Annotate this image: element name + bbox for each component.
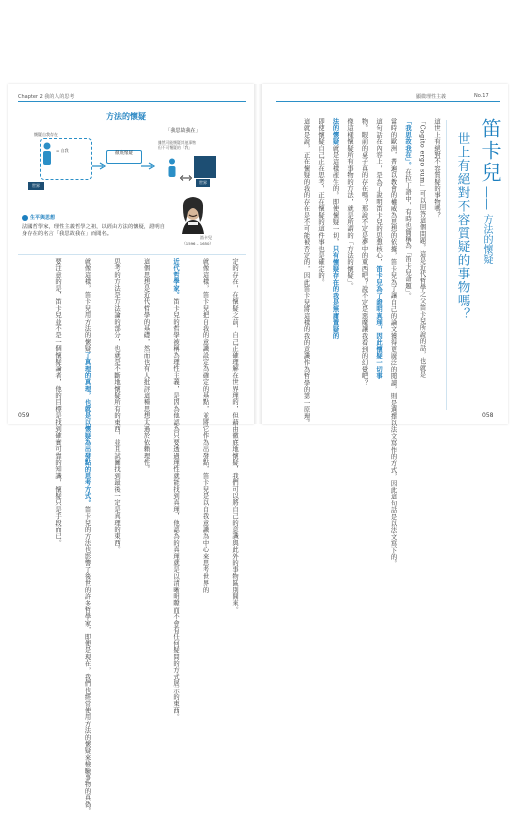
left-divider xyxy=(18,254,246,255)
text-column xyxy=(417,118,426,410)
body-text: 就是這樣產生的。即使懷疑一切， xyxy=(331,144,339,246)
right-running-header: 顯微理性主義 xyxy=(416,94,447,100)
cogito-note: 雖然可能懷疑其他事物 但不可懷疑的「我」 xyxy=(158,140,196,150)
title-question: 世上有絕對不容質疑的事物嗎？ xyxy=(456,132,471,321)
highlight-text: 法的懷疑 xyxy=(331,118,339,145)
title-main: 笛卡兒 xyxy=(478,118,502,184)
text-column xyxy=(315,118,324,410)
body-text: 要注意的是，笛卡兒並不是一個懷疑論者，他的目標是找到確實可靠的知識，懷疑只是手段而已。 xyxy=(54,258,61,547)
arrow-right-icon xyxy=(92,154,106,160)
text-column xyxy=(373,118,382,410)
teacher-tag: 生平與思想 xyxy=(30,215,56,221)
body-text: 這句話在內容上，是為了說明笛卡兒的思想核心， xyxy=(375,118,382,266)
text-column xyxy=(431,118,440,410)
right-header-rule xyxy=(276,101,500,102)
self-dashed-frame xyxy=(40,138,92,180)
title-dash: —— xyxy=(480,186,494,210)
cogito-quote: 「我思故我在」 xyxy=(165,128,201,134)
text-column xyxy=(301,118,310,427)
text-column xyxy=(402,118,411,410)
body-text: 即使懷疑自己正在思考，正在懷疑的這件事也是確定的。 xyxy=(317,118,324,286)
left-running-header: Chapter 2 我的人的思考 xyxy=(18,94,75,100)
body-text: 笛卡兒的哲學被稱為理性主義，是因為他認為只要透過理性就能找到真理，他認為的真理就是以清晰明瞭而不會有任何疑問的方式展示的東西。 xyxy=(172,298,179,721)
highlight-text: 近代哲學家。 xyxy=(172,258,179,299)
world-label-1: 世界 xyxy=(28,182,44,190)
left-body-text xyxy=(34,258,238,814)
portrait-name: 笛卡兒 xyxy=(200,235,212,240)
highlight-text: 「我思故我在」。 xyxy=(404,118,411,169)
body-text: 定的存在，在懷疑之前，自己正確理解在世界理的，但藉由徹底地懷疑，我們可以將自己的意識與此外的事物區別開來。 xyxy=(231,258,238,614)
book-gutter xyxy=(254,84,262,424)
right-entry-number: No.17 xyxy=(474,93,489,99)
right-body-text xyxy=(290,118,440,567)
title-sub: 方法的懷疑 xyxy=(481,214,492,264)
body-text: 就像這樣，笛卡兒用方法的懷疑 xyxy=(83,258,91,352)
self-small-icon xyxy=(166,158,178,178)
text-column xyxy=(163,258,179,721)
teacher-text: 法國哲學家，理性主義哲學之祖，以經由方法的懷疑，證明自身存在的名言「我思故我在」而聞名。 xyxy=(22,224,166,238)
text-column xyxy=(193,258,209,593)
text-column xyxy=(104,258,120,553)
text-column xyxy=(45,258,61,547)
text-column xyxy=(330,118,339,410)
section-title: 方法的懷疑 xyxy=(106,112,146,121)
world-label-2: 世界 xyxy=(196,179,210,187)
teacher-tag-icon xyxy=(22,215,28,221)
body-text: 像這樣懷疑所有事物的方法，就是所謂的「方法的懷疑」。 xyxy=(346,118,353,290)
world-block xyxy=(194,156,216,178)
text-column xyxy=(359,118,368,410)
thorough-doubt-box: 徹底懷疑 xyxy=(106,150,142,164)
bidirectional-arrow-icon xyxy=(180,166,192,172)
right-page-number: 058 xyxy=(482,412,494,419)
title-divider xyxy=(446,120,447,410)
body-text: 在拉丁語中，有時也簡稱為「笛卡兒命題」。 xyxy=(404,168,411,300)
body-text: 這就是說，正在懷疑的我的存在是不可能被否定的，因此笛卡兒將這樣的我的意識作為哲學的第一原理。 xyxy=(302,118,310,427)
body-text: 就像這樣，笛卡兒把自我的意識設定為確定的基點，並將它作為出發點，笛卡兒是以自我意識為中心來思考世界的 xyxy=(201,258,209,593)
body-text: 這世上有絕對不容質疑的事物嗎？ xyxy=(433,118,440,219)
diagram-start-label: 懷疑自我存在 xyxy=(34,132,58,137)
text-column xyxy=(388,118,397,567)
method-doubt-diagram xyxy=(18,124,246,212)
highlight-text: 笛卡兒為了證明真理，因此懷疑一切事 xyxy=(375,265,382,380)
text-column xyxy=(344,118,353,410)
body-text: 笛卡兒的方法也影響了後世的許多哲學家，即便是現在，我們也經常使用方法的懷疑來檢驗事物的真偽。 xyxy=(83,505,91,814)
body-text: 當時的歐洲，普遍以教會的權威為思想的依據，笛卡兒為了讓自己的論文獲得更廣泛的閱讀，則是選擇以法文寫作的方式，因此這句話是以法文寫下的。 xyxy=(389,118,397,567)
text-column xyxy=(134,258,150,473)
left-page-number: 059 xyxy=(18,412,30,419)
body-text: 物。眼前的桌子真的存在嗎？那說不定是夢中的東西吧？說不定是惡魔讓我看到的幻覺吧？ xyxy=(360,118,368,386)
highlight-text: 了真理的真理，也就是以懷疑為出發點的思考方式。 xyxy=(83,351,91,506)
text-column xyxy=(222,258,238,614)
descartes-portrait xyxy=(176,194,210,234)
arrow-right-icon xyxy=(141,154,155,160)
highlight-text: 只有懷疑存在的我是無庸置疑的 xyxy=(331,245,339,340)
body-text: 這個思想是近代哲學的基礎，然而也有人批評這種思想太過於依賴理性。 xyxy=(142,258,150,473)
body-text: 思考的方法是方法論的部分，也就是不斷地懷疑所有的東西，並且試圖找到最後一定是真理的東西。 xyxy=(113,258,120,553)
portrait-years: （1596 – 1650） xyxy=(182,241,214,246)
left-header-rule xyxy=(18,101,246,102)
equals-self-label: = 自我 xyxy=(56,148,69,153)
body-text: 「Cogito ergo sum」可以回答這個問題。這是近代哲學之父笛卡兒所說的話，也就是 xyxy=(418,118,426,378)
text-column xyxy=(75,258,91,814)
